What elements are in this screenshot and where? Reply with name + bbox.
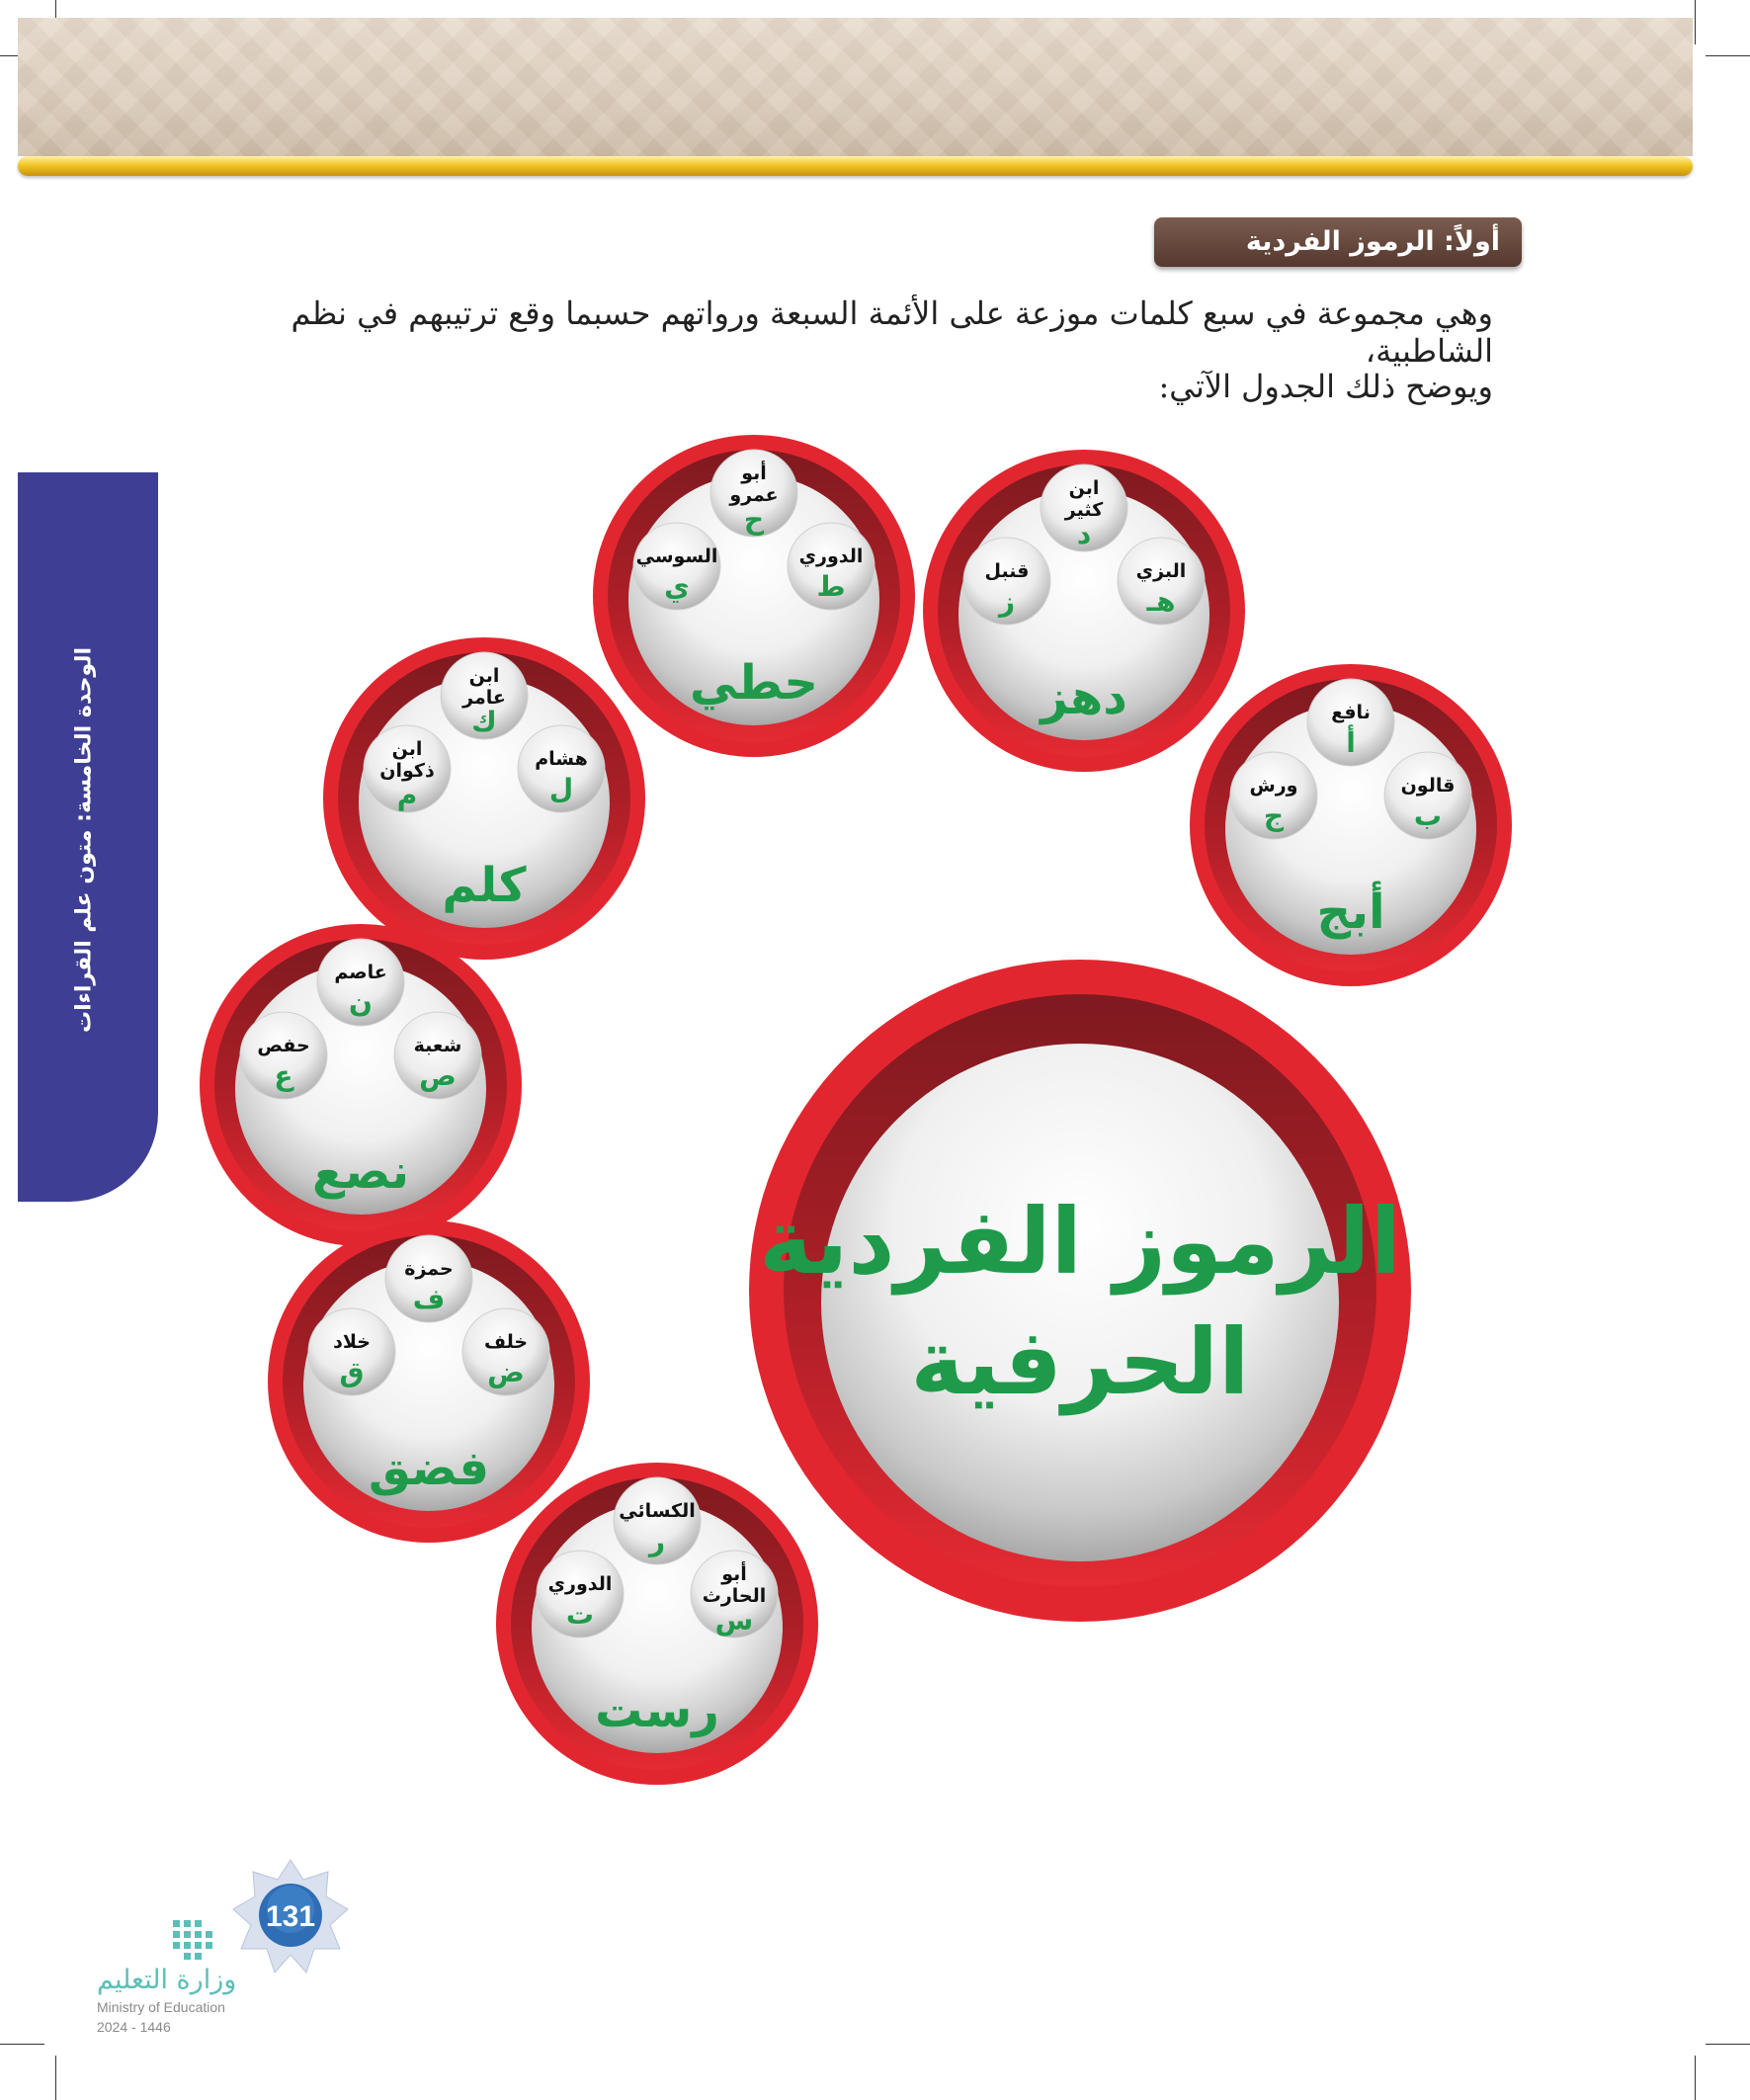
reader-code-letter: د [1076,518,1092,550]
page-number: 131 [265,1900,316,1933]
center-title-line: الحرفية [910,1309,1250,1415]
intro-paragraph-line: وهي مجموعة في سبع كلمات موزعة على الأئمة السبعة ورواتهم حسبما وقع ترتيبهم في نظم الشاطبية، [291,294,1493,370]
reader-bubble [788,523,875,610]
reader-bubble [240,1012,327,1099]
ministry-year: 2024 - 1446 [97,2019,171,2035]
group-code-word: دهز [1041,670,1127,725]
code-group [496,1463,818,1785]
reader-name: أبو الحارث [702,1563,767,1607]
reader-name: نافع [1331,702,1371,723]
reader-code-letter: ر [648,1525,666,1557]
reader-code-letter: ي [664,570,690,603]
reader-bubble [614,1477,701,1564]
reader-name: ابن ذكوان [379,738,435,782]
reader-bubble [691,1551,778,1638]
reader-code-letter: ف [412,1283,446,1315]
reader-code-letter: ص [419,1059,457,1092]
reader-name: خلف [483,1331,529,1353]
reader-bubble [1230,752,1317,839]
group-code-word: نصع [311,1144,410,1200]
unit-side-tab-label: الوحدة الخامسة: متون علم القراءات [71,646,97,1034]
reader-code-letter: أ [1346,726,1356,759]
reader-code-letter: ح [743,503,765,536]
reader-name: قالون [1400,775,1456,797]
reader-code-letter: ب [1413,799,1443,832]
reader-code-letter: ل [548,773,574,805]
reader-code-letter: هـ [1146,585,1176,618]
reader-code-letter: ع [274,1059,293,1092]
group-code-word: حطي [690,655,818,711]
reader-name: ابن عامر [462,665,506,709]
code-group [268,1220,590,1543]
code-group [1190,664,1512,986]
reader-name: أبو عمرو [729,462,779,506]
reader-bubble [710,450,797,537]
reader-name: عاصم [334,962,387,983]
ministry-name-arabic: وزارة التعليم [97,1965,237,1995]
reader-name: الكسائي [619,1500,696,1522]
reader-bubble [1307,679,1394,766]
reader-name: الدوري [547,1573,613,1595]
reader-code-letter: ك [471,706,497,738]
reader-bubble [1384,752,1471,839]
center-disc [821,1044,1339,1561]
reader-name: الدوري [798,546,864,567]
group-code-word: فضق [369,1441,489,1496]
reader-code-letter: ت [565,1598,595,1631]
reader-bubble [441,652,528,739]
reader-bubble [317,939,404,1026]
reader-name: حمزة [404,1258,454,1280]
reader-name: خلاد [333,1331,371,1353]
reader-name: ابن كثير [1064,477,1104,521]
center-title-line: الرموز الفردية [758,1189,1402,1295]
reader-bubble [385,1235,472,1322]
reader-name: البزي [1135,560,1187,582]
reader-name: ورش [1249,775,1298,797]
section-heading: أولاً: الرموز الفردية [1154,217,1522,267]
reader-name: هشام [535,748,588,770]
reader-code-letter: ط [816,570,846,603]
reader-name: حفص [257,1035,310,1056]
reader-bubble [394,1012,481,1099]
reader-name: شعبة [413,1035,462,1056]
group-code-word: أبج [1316,884,1385,940]
reader-bubble [518,725,605,812]
code-group [200,924,522,1246]
ministry-name-english: Ministry of Education [97,1999,225,2015]
reader-name: السوسي [635,546,718,567]
reader-bubble [537,1551,624,1638]
code-group [593,435,915,757]
reader-name: قنبل [984,560,1030,582]
reader-bubble [308,1308,395,1395]
code-group [923,450,1245,772]
reader-bubble [633,523,720,610]
reader-bubble [963,538,1050,625]
reader-code-letter: ن [349,986,373,1019]
reader-bubble [1118,538,1205,625]
reader-code-letter: ق [339,1356,365,1388]
reader-bubble [364,725,451,812]
reader-code-letter: ض [487,1356,525,1388]
code-group [323,637,645,960]
reader-bubble [462,1308,549,1395]
group-code-word: كلم [442,858,527,913]
reader-code-letter: ج [1263,799,1285,832]
intro-paragraph-line: ويوضح ذلك الجدول الآتي: [1158,368,1493,405]
reader-bubble [1041,464,1127,551]
reader-code-letter: ز [998,585,1016,618]
center-circle [749,960,1411,1622]
group-code-word: رست [595,1683,719,1738]
reader-code-letter: م [396,779,418,811]
reader-code-letter: س [714,1604,754,1637]
